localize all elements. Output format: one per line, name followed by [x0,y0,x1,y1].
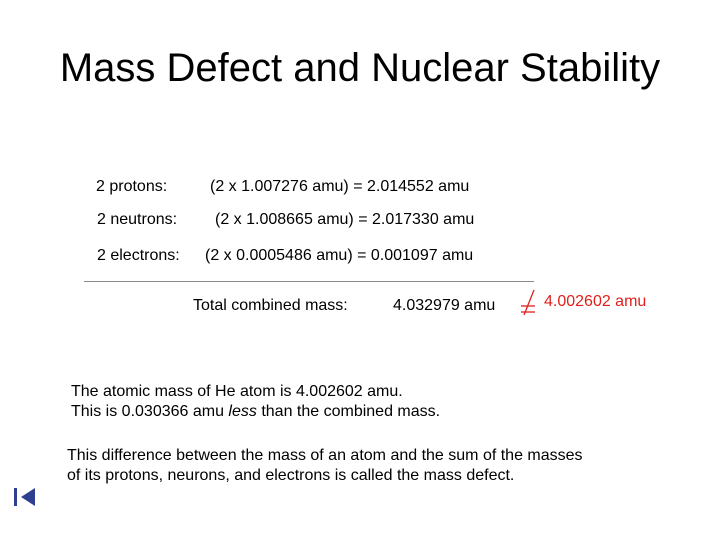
page-title: Mass Defect and Nuclear Stability [59,46,661,90]
total-label: Total combined mass: [193,297,348,314]
calc-row-label: 2 neutrons: [97,211,178,228]
calc-row-expression: (2 x 1.007276 amu) = 2.014552 amu [210,178,470,195]
calc-row-expression: (2 x 1.008665 amu) = 2.017330 amu [215,211,475,228]
atomic-mass-paragraph [71,382,440,422]
sum-divider-line [84,281,534,282]
calc-row-label: 2 protons: [96,178,168,195]
not-equal-icon [518,287,542,317]
first-slide-icon[interactable] [12,486,38,508]
paragraph-line: of its protons, neurons, and electrons is called the mass defect. [67,467,515,484]
he-atomic-mass: 4.002602 amu [544,293,647,310]
calc-row-label: 2 electrons: [97,247,180,264]
mass-defect-definition [67,446,583,486]
calc-row-electrons [97,246,473,266]
paragraph-line: The atomic mass of He atom is 4.002602 amu. [71,383,403,400]
total-combined-mass [193,296,495,316]
emphasis-less: less [228,403,257,420]
text-run: This is 0.030366 amu [71,403,229,420]
calc-row-protons [96,177,469,197]
total-value: 4.032979 amu [393,297,496,314]
paragraph-line: This difference between the mass of an atom and the sum of the masses [67,447,583,464]
calc-row-expression: (2 x 0.0005486 amu) = 0.001097 amu [205,247,474,264]
text-run: than the combined mass. [256,403,441,420]
calc-row-neutrons [97,210,474,230]
paragraph-line [71,402,440,422]
